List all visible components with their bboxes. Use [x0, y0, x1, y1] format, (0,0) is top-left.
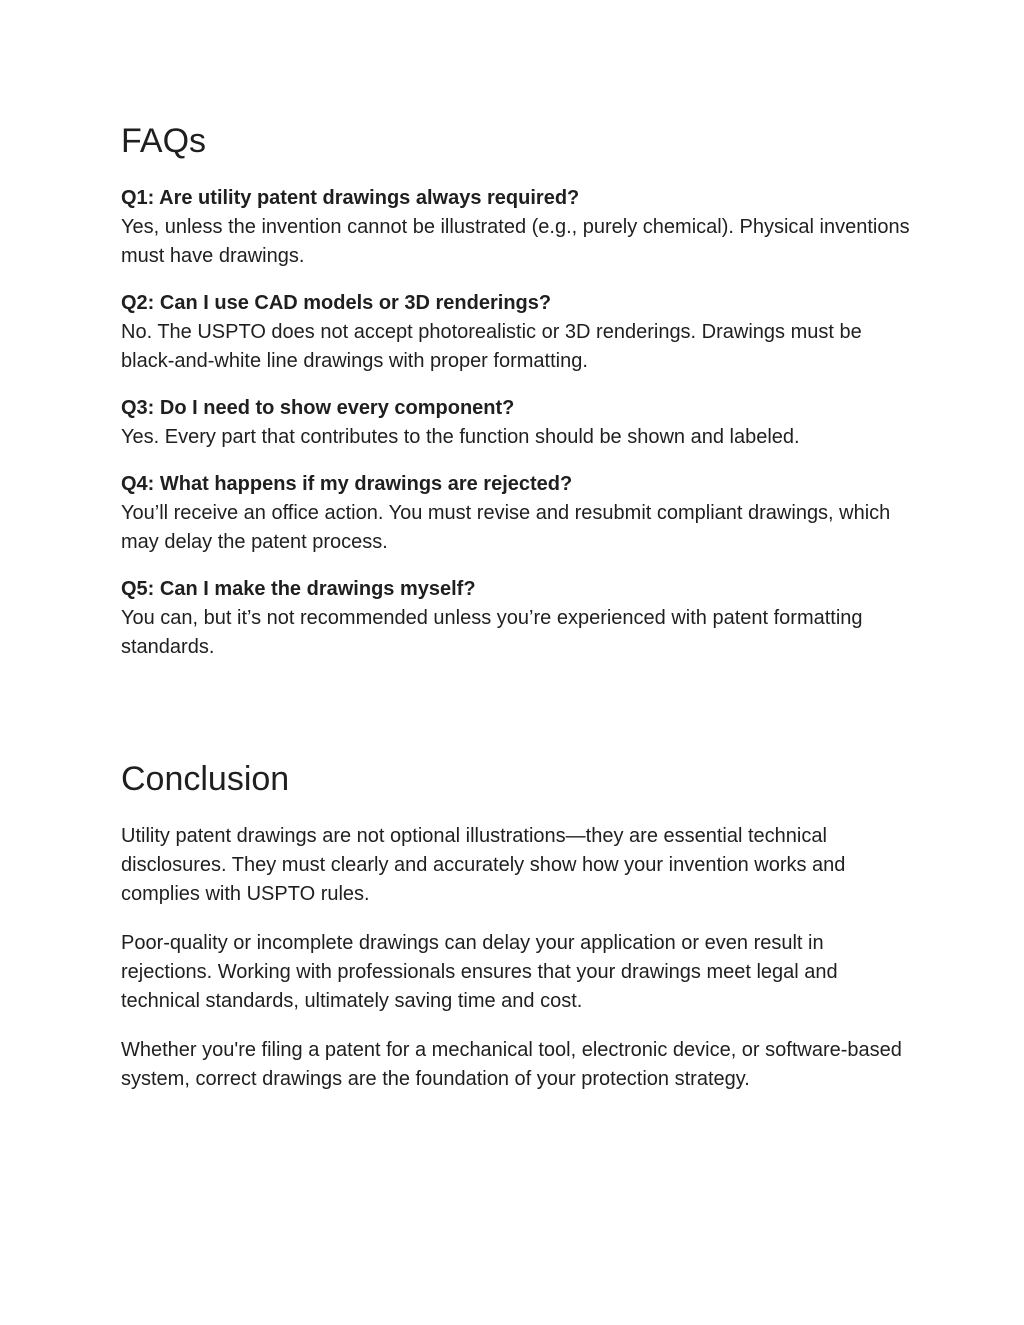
faq-answer: Yes, unless the invention cannot be illustrated (e.g., purely chemical). Physical inventions must have drawings. — [121, 216, 910, 267]
conclusion-body — [121, 822, 911, 1114]
faq-item-2 — [121, 289, 911, 376]
faq-item-4 — [121, 470, 911, 557]
conclusion-paragraph: Poor-quality or incomplete drawings can delay your application or even result in rejections. Working with professionals ensures that your drawings meet legal and technical standards, ultimately saving time and cost. — [121, 932, 838, 1012]
faq-item-3 — [121, 394, 911, 452]
faq-answer: You’ll receive an office action. You must revise and resubmit compliant drawings, which may delay the patent process. — [121, 502, 891, 553]
faq-question: Q5: Can I make the drawings myself? — [121, 578, 476, 600]
faq-question: Q3: Do I need to show every component? — [121, 397, 515, 419]
faq-list — [121, 184, 911, 680]
faq-heading: FAQs — [121, 122, 207, 160]
faq-answer: Yes. Every part that contributes to the function should be shown and labeled. — [121, 426, 800, 448]
faq-question: Q2: Can I use CAD models or 3D renderings? — [121, 292, 552, 314]
conclusion-paragraph: Utility patent drawings are not optional illustrations—they are essential technical disclosures. They must clearly and accurately show how your invention works and complies with USPTO rules. — [121, 825, 846, 905]
conclusion-paragraph: Whether you're filing a patent for a mechanical tool, electronic device, or software-based system, correct drawings are the foundation of your protection strategy. — [121, 1039, 902, 1090]
faq-question: Q1: Are utility patent drawings always required? — [121, 187, 580, 209]
faq-item-1 — [121, 184, 911, 271]
faq-item-5 — [121, 575, 911, 662]
faq-question: Q4: What happens if my drawings are rejected? — [121, 473, 573, 495]
faq-answer: No. The USPTO does not accept photorealistic or 3D renderings. Drawings must be black-and-white line drawings with proper formatting. — [121, 321, 862, 372]
conclusion-heading: Conclusion — [121, 760, 290, 798]
faq-answer: You can, but it’s not recommended unless you’re experienced with patent formatting standards. — [121, 607, 863, 658]
